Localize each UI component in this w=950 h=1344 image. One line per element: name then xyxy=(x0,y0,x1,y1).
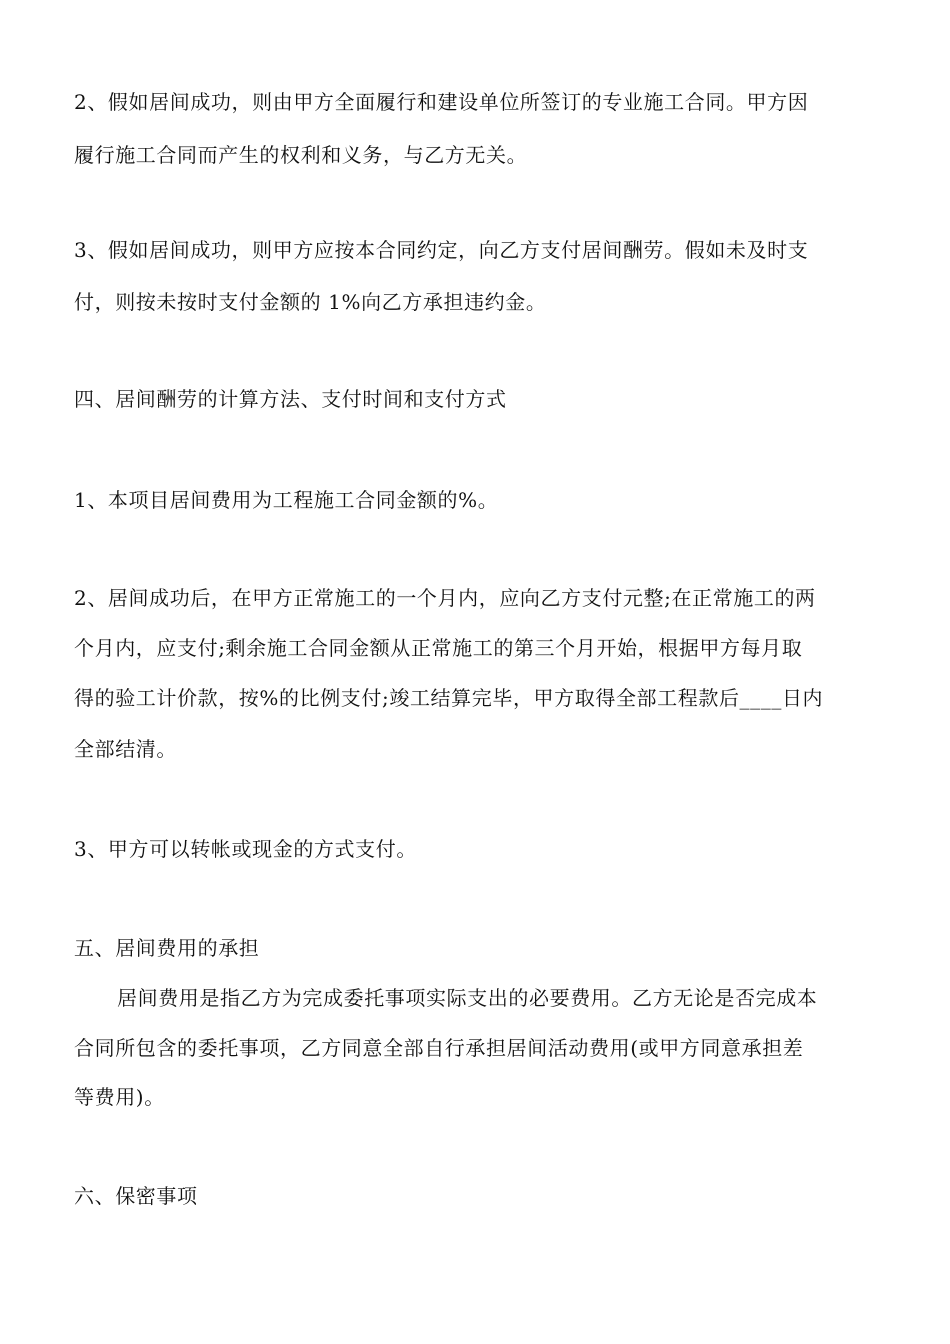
clause-3-3-line-1: 3、假如居间成功，则甲方应按本合同约定，向乙方支付居间酬劳。假如未及时支 xyxy=(74,238,809,262)
clause-4-2-line-3: 得的验工计价款，按%的比例支付;竣工结算完毕，甲方取得全部工程款后____日内 xyxy=(74,686,824,710)
section-5-heading: 五、居间费用的承担 xyxy=(74,936,260,960)
section-4-heading: 四、居间酬劳的计算方法、支付时间和支付方式 xyxy=(74,387,507,411)
clause-4-2-line-4: 全部结清。 xyxy=(74,737,177,761)
clause-3-2-line-2: 履行施工合同而产生的权利和义务，与乙方无关。 xyxy=(74,143,528,167)
clause-3-2-line-1: 2、假如居间成功，则由甲方全面履行和建设单位所签订的专业施工合同。甲方因 xyxy=(74,90,809,114)
clause-4-3: 3、甲方可以转帐或现金的方式支付。 xyxy=(74,837,417,861)
clause-4-1: 1、本项目居间费用为工程施工合同金额的%。 xyxy=(74,488,499,512)
clause-3-3-line-2: 付，则按未按时支付金额的 1%向乙方承担违约金。 xyxy=(74,290,547,314)
section-5-paragraph-line-2: 合同所包含的委托事项，乙方同意全部自行承担居间活动费用(或甲方同意承担差 xyxy=(74,1036,804,1060)
clause-4-2-line-2: 个月内，应支付;剩余施工合同金额从正常施工的第三个月开始，根据甲方每月取 xyxy=(74,636,803,660)
section-5-paragraph-line-3: 等费用)。 xyxy=(74,1085,165,1109)
clause-4-2-line-1: 2、居间成功后，在甲方正常施工的一个月内，应向乙方支付元整;在正常施工的两 xyxy=(74,586,816,610)
document-page xyxy=(74,0,879,1344)
section-6-heading: 六、保密事项 xyxy=(74,1184,198,1208)
section-5-paragraph-line-1: 居间费用是指乙方为完成委托事项实际支出的必要费用。乙方无论是否完成本 xyxy=(117,986,818,1010)
